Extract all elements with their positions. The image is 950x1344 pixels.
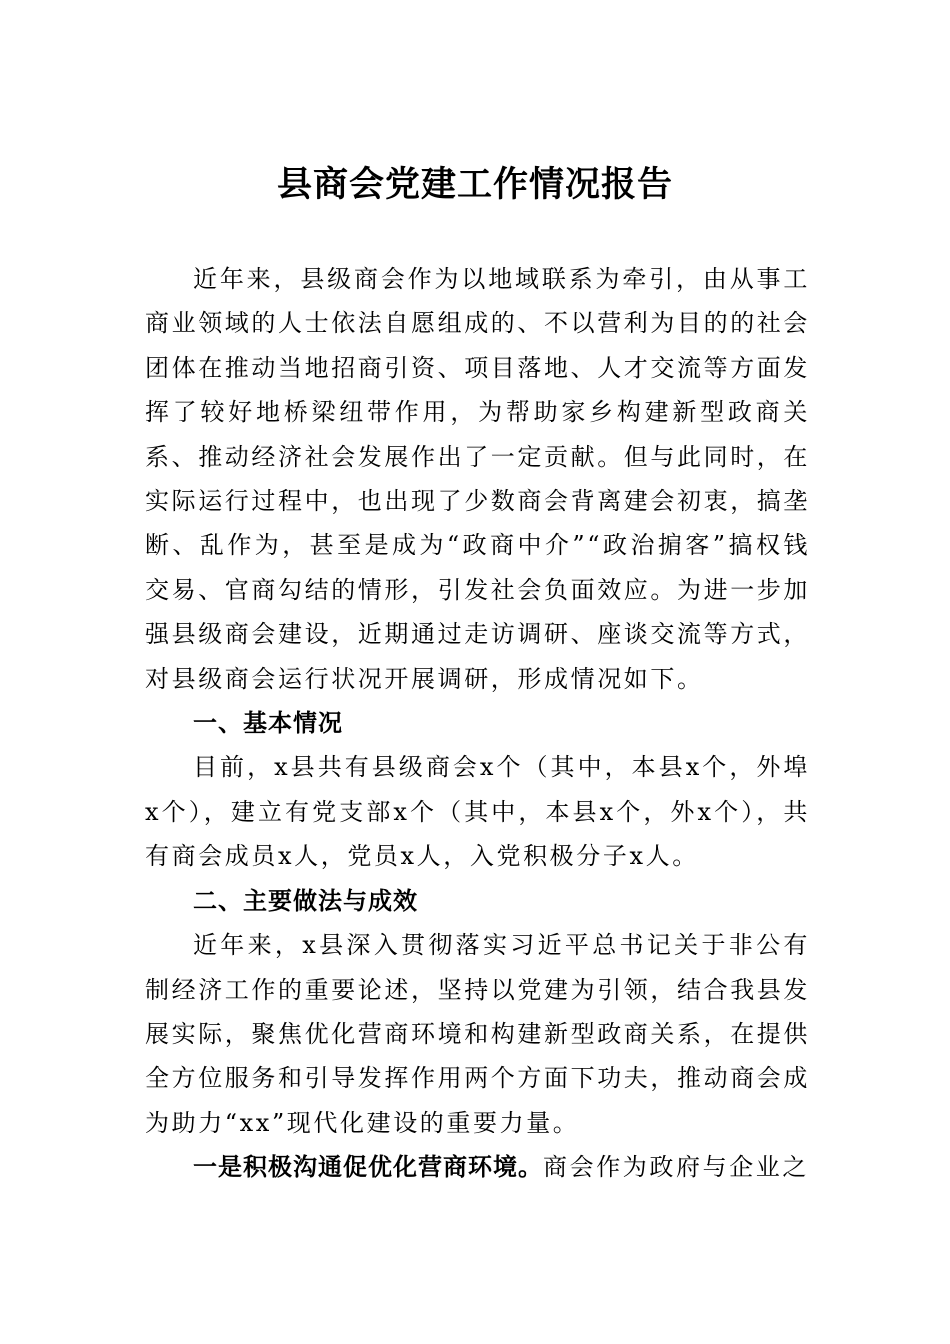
practices-paragraph: 近年来，x县深入贯彻落实习近平总书记关于非公有制经济工作的重要论述，坚持以党建为引领，结合我县发展实际，聚焦优化营商环境和构建新型政商关系，在提供全方位服务和引导发挥作用两个方面下功夫，推动商会成为助力“xx”现代化建设的重要力量。 xyxy=(145,931,810,1137)
section-heading-practices: 二、主要做法与成效 xyxy=(193,886,418,915)
basic-situation-paragraph: 目前，x县共有县级商会x个（其中，本县x个，外埠x个），建立有党支部x个（其中，本县x个，外x个），共有商会成员x人，党员x人，入党积极分子x人。 xyxy=(145,753,810,871)
point-one-paragraph xyxy=(145,1145,810,1189)
document-body xyxy=(145,257,810,1190)
point-one-text: 商会作为政府与企业之 xyxy=(543,1153,809,1182)
point-one-lead: 一是积极沟通促优化营商环境。 xyxy=(193,1153,543,1182)
intro-paragraph: 近年来，县级商会作为以地域联系为牵引，由从事工商业领域的人士依法自愿组成的、不以营利为目的的社会团体在推动当地招商引资、项目落地、人才交流等方面发挥了较好地桥梁纽带作用，为帮助家乡构建新型政商关系、推动经济社会发展作出了一定贡献。但与此同时，在实际运行过程中，也出现了少数商会背离建会初衷，搞垄断、乱作为，甚至是成为“政商中介”“政治掮客”搞权钱交易、官商勾结的情形，引发社会负面效应。为进一步加强县级商会建设，近期通过走访调研、座谈交流等方式，对县级商会运行状况开展调研，形成情况如下。 xyxy=(145,265,810,693)
section-heading-basic: 一、基本情况 xyxy=(193,709,343,738)
document-title: 县商会党建工作情况报告 xyxy=(276,164,673,205)
